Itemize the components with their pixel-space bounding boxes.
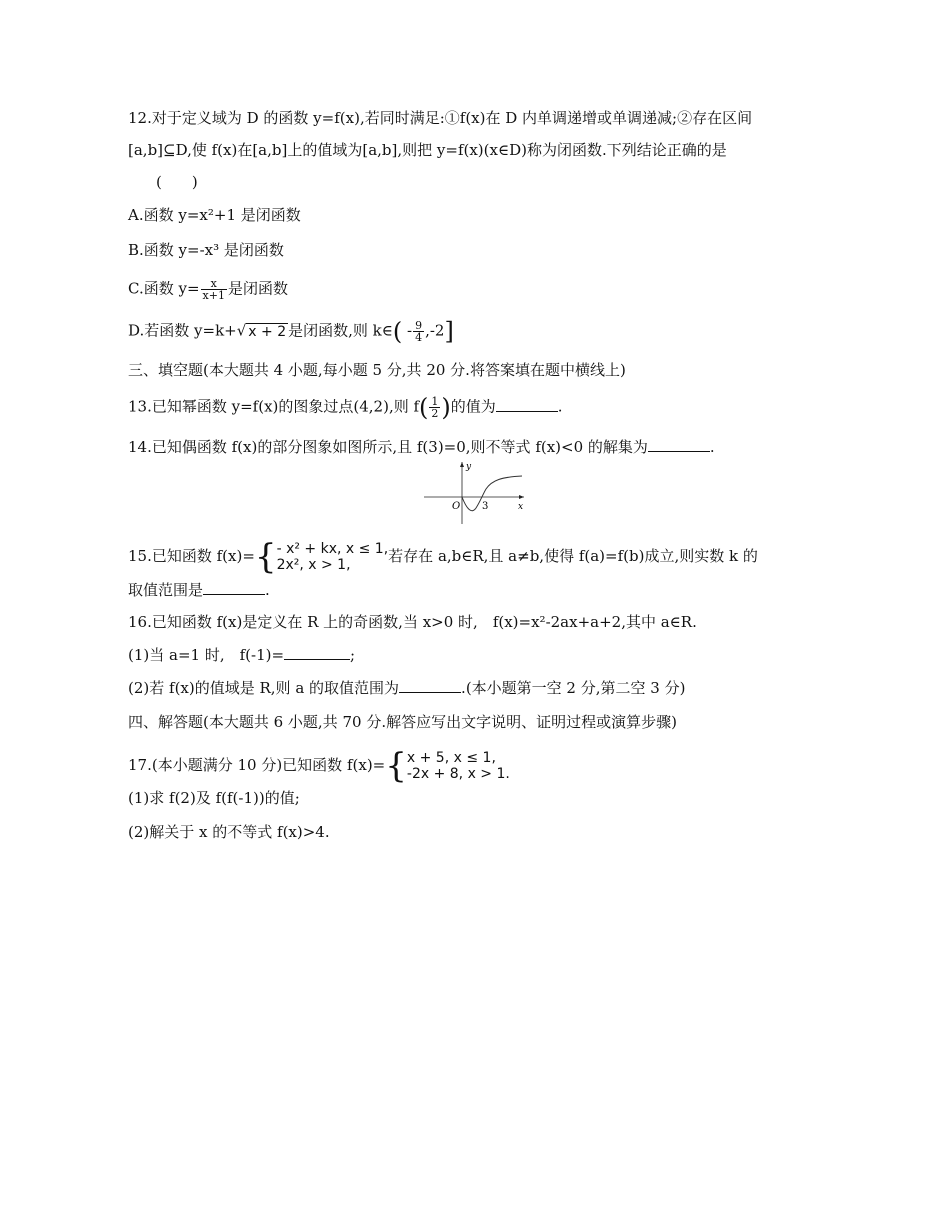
left-paren-icon: ( (419, 393, 429, 422)
q12-option-a: A.函数 y=x²+1 是闭函数 (128, 206, 301, 224)
left-brace-icon: { (254, 537, 277, 577)
q15 (128, 537, 758, 577)
graph-tick-label: 3 (482, 501, 489, 512)
q15-end: . (265, 581, 270, 599)
q17 (128, 746, 510, 786)
q16-line1: 16.已知函数 f(x)是定义在 R 上的奇函数,当 x>0 时, f(x)=x²-2ax+a+2,其中 a∈R. (128, 613, 697, 631)
q12-option-b: B.函数 y=-x³ 是闭函数 (128, 241, 284, 259)
q16-part1-text: (1)当 a=1 时, f(-1)= (128, 646, 285, 664)
x-axis-arrow-icon (519, 495, 524, 499)
q15-line2-text: 取值范围是 (128, 581, 204, 599)
q12-line1: 12.对于定义域为 D 的函数 y=f(x),若同时满足:①f(x)在 D 内单调递增或单调递减;②存在区间 (128, 109, 753, 127)
right-bracket-icon: ] (444, 317, 454, 346)
q12-option-c-suffix: 是闭函数 (227, 279, 288, 298)
q13-suffix: 的值为 (450, 397, 496, 416)
q15-line2 (128, 580, 270, 600)
q13-prefix: 13.已知幂函数 y=f(x)的图象过点(4,2),则 f (128, 397, 420, 416)
q16-part2-blank[interactable] (399, 678, 461, 693)
q16-part2 (128, 678, 685, 698)
q17-prefix: 17.(本小题满分 10 分)已知函数 f(x)= (128, 756, 386, 774)
q16-part2-end: .(本小题第一空 2 分,第二空 3 分) (461, 679, 686, 697)
q12-answer-paren: ( ) (156, 173, 198, 191)
q12-option-d: D.若函数 y=k+√ x + 2 是闭函数,则 k∈( - $\frac{9}{4}$ ,-2] (128, 317, 454, 346)
q17-piecewise (407, 750, 510, 782)
q12-option-d-fraction: $\frac{9}{4}$ (415, 319, 423, 344)
q13-fraction: $\frac{1}{2}$ (431, 395, 439, 420)
q12-option-d-tail: ,-2 (425, 321, 445, 340)
graph-y-label: y (466, 462, 472, 472)
q16-part1-end: ; (350, 646, 356, 664)
q15-case-2: 2x², x > 1, (276, 557, 351, 573)
q15-answer-blank[interactable] (203, 580, 265, 595)
section-3-heading: 三、填空题(本大题共 4 小题,每小题 5 分,共 20 分.将答案填在题中横线上) (128, 361, 626, 379)
q17-part2: (2)解关于 x 的不等式 f(x)>4. (128, 823, 330, 841)
q15-suffix: 若存在 a,b∈R,且 a≠b,使得 f(a)=f(b)成立,则实数 k 的 (388, 547, 758, 565)
q12-option-c-prefix: C.函数 y= (128, 279, 200, 298)
y-axis-arrow-icon (460, 462, 464, 467)
graph-origin-label: O (452, 501, 461, 512)
q13-answer-blank[interactable] (496, 397, 558, 412)
q14 (128, 437, 715, 457)
q12-option-d-mid: 是闭函数,则 k∈ (288, 321, 393, 340)
graph-x-label: x (518, 502, 524, 512)
left-paren-icon: ( (392, 317, 403, 346)
function-curve (462, 476, 522, 511)
q16-part1 (128, 645, 355, 665)
q15-piecewise (277, 541, 389, 573)
q16-part2-text: (2)若 f(x)的值域是 R,则 a 的取值范围为 (128, 679, 400, 697)
q12-option-d-prefix: D.若函数 y=k+ (128, 321, 237, 340)
q12-option-c (128, 278, 288, 301)
q13-end: . (557, 397, 563, 416)
q17-case-1: x + 5, x ≤ 1, (406, 750, 496, 766)
left-brace-icon: { (385, 746, 407, 786)
q12-line2: [a,b]⊆D,使 f(x)在[a,b]上的值域为[a,b],则把 y=f(x)(x∈D)称为闭函数.下列结论正确的是 (128, 141, 727, 159)
right-paren-icon: ) (441, 393, 451, 422)
q17-case-2: -2x + 8, x > 1. (406, 766, 510, 782)
q15-case-1: - x² + kx, x ≤ 1, (276, 541, 389, 557)
q14-answer-blank[interactable] (648, 437, 710, 452)
section-4-heading: 四、解答题(本大题共 6 小题,共 70 分.解答应写出文字说明、证明过程或演算步骤) (128, 713, 677, 731)
q16-part1-blank[interactable] (284, 645, 350, 660)
q14-end: . (709, 438, 715, 456)
q12-option-d-radicand: x + 2 (248, 323, 287, 340)
q14-text: 14.已知偶函数 f(x)的部分图象如图所示,且 f(3)=0,则不等式 f(x)<0 的解集为 (128, 438, 648, 456)
sqrt-symbol: √ (236, 321, 247, 340)
q17-part1: (1)求 f(2)及 f(f(-1))的值; (128, 789, 300, 807)
q15-prefix: 15.已知函数 f(x)= (128, 547, 255, 565)
q14-graph (420, 458, 528, 528)
q13 (128, 393, 563, 422)
q12-option-c-fraction: $\frac{x}{x+1}$ (202, 277, 225, 302)
